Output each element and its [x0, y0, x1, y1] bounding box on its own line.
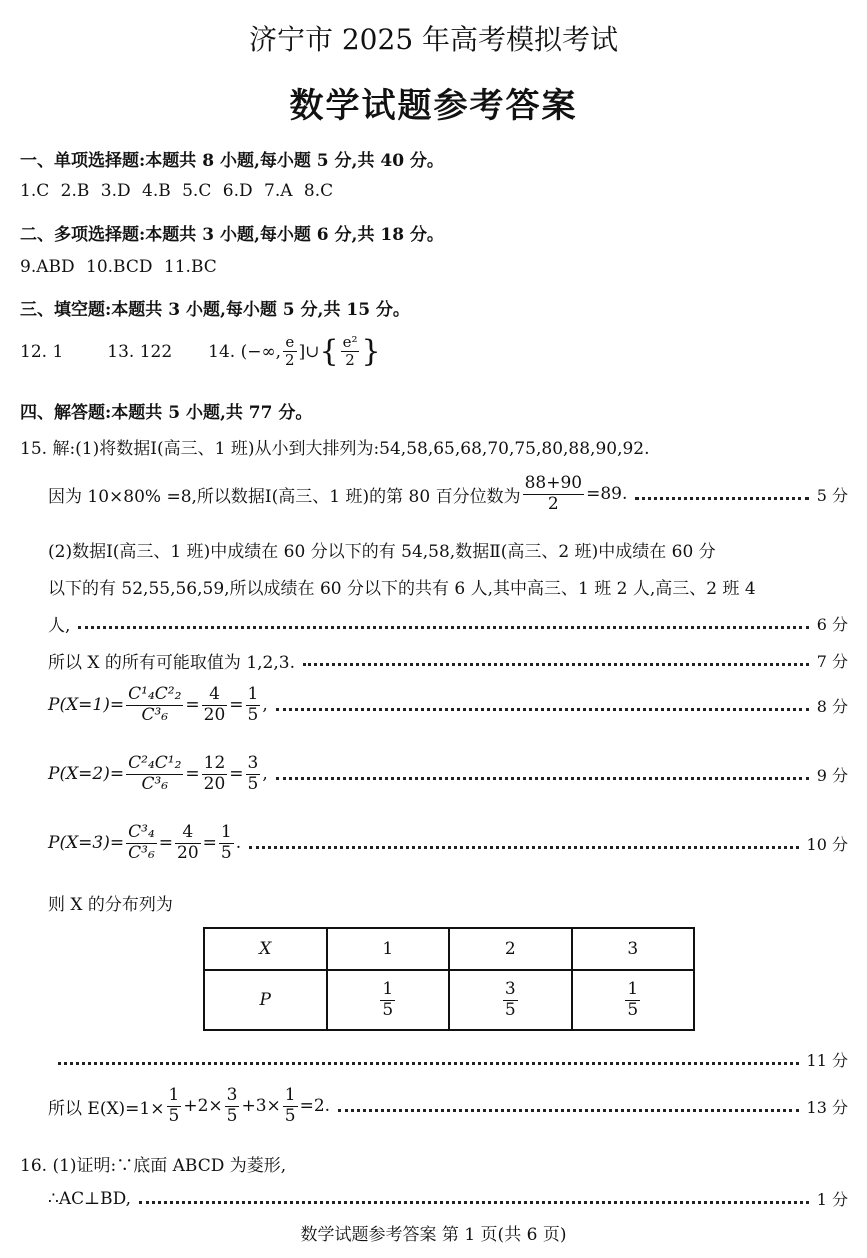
q15-px2-line: P(X=2)= $\frac{\text{C²₄C¹₂}}{\text{C³₆}}$ = $\frac{12}{20}$ = $\frac{3}{5}$ , 9 分	[48, 753, 848, 794]
table-cell: P	[204, 970, 327, 1030]
table-header-cell: 2	[449, 928, 572, 970]
q15-px3-line: P(X=3)= $\frac{\text{C³₄}}{\text{C³₆}}$ = $\frac{4}{20}$ = $\frac{1}{5}$ . 10 分	[48, 822, 848, 863]
table-header-cell: 3	[572, 928, 695, 970]
fill-answer-14: 14. (−∞, $\frac{e}{2}$ ]∪ { $\frac{\text{e²}}{2}$ }	[208, 333, 381, 370]
score-label: 1 分	[816, 1190, 848, 1209]
leader-dots	[303, 663, 809, 666]
mc-answers: 1.C 2.B 3.D 4.B 5.C 6.D 7.A 8.C	[20, 181, 334, 201]
score-label: 9 分	[816, 765, 848, 785]
score-label: 6 分	[816, 615, 848, 634]
page-title: 数学试题参考答案	[289, 86, 578, 126]
section-heading-4: 四、解答题:本题共 5 小题,共 77 分。	[20, 403, 313, 423]
q15-part2-line3: 人, 6 分	[48, 611, 848, 636]
score-label: 10 分	[806, 834, 848, 854]
q15-table-score-line	[58, 1048, 848, 1071]
table-row	[204, 928, 694, 970]
section-heading-3: 三、填空题:本题共 3 小题,每小题 5 分,共 15 分。	[20, 300, 410, 320]
q16-line1: 16. (1)证明:∵底面 ABCD 为菱形,	[20, 1156, 287, 1176]
score-label: 13 分	[806, 1097, 848, 1117]
score-label: 8 分	[816, 696, 848, 716]
section-heading-2: 二、多项选择题:本题共 3 小题,每小题 6 分,共 18 分。	[20, 225, 444, 245]
section-heading-1: 一、单项选择题:本题共 8 小题,每小题 5 分,共 40 分。	[20, 151, 444, 171]
q15-part2-line2: 以下的有 52,55,56,59,所以成绩在 60 分以下的共有 6 人,其中高三、1 班 2 人,高三、2 班 4	[48, 579, 756, 599]
page-footer: 数学试题参考答案 第 1 页(共 6 页)	[300, 1225, 567, 1245]
q15-percentile-line: 因为 10×80% =8,所以数据Ⅰ(高三、1 班)的第 80 百分位数为 $\frac{88+90}{2}$ =89. 5 分	[48, 473, 848, 514]
q15-values-line: 所以 X 的所有可能取值为 1,2,3. 7 分	[48, 648, 848, 673]
exam-title: 济宁市 2025 年高考模拟考试	[248, 23, 619, 56]
leader-dots	[139, 1201, 809, 1204]
fill-answer-12: 12. 1	[20, 341, 64, 362]
table-row	[204, 970, 694, 1030]
score-label: 11 分	[806, 1051, 848, 1070]
table-cell: $\frac{1}{5}$	[572, 970, 695, 1030]
leader-dots	[338, 1109, 798, 1112]
q15-dist-intro: 则 X 的分布列为	[48, 895, 173, 915]
multi-answers: 9.ABD 10.BCD 11.BC	[20, 257, 217, 277]
leader-dots	[249, 846, 798, 849]
distribution-table	[203, 927, 695, 1031]
leader-dots	[635, 497, 808, 500]
score-label: 5 分	[816, 485, 848, 505]
q15-part2-line1: (2)数据Ⅰ(高三、1 班)中成绩在 60 分以下的有 54,58,数据Ⅱ(高三、2 班)中成绩在 60 分	[48, 542, 716, 562]
table-header-cell: 1	[327, 928, 450, 970]
table-header-cell: X	[204, 928, 327, 970]
q16-line2: ∴AC⊥BD, 1 分	[48, 1188, 848, 1209]
leader-dots	[78, 626, 808, 629]
table-cell: $\frac{3}{5}$	[449, 970, 572, 1030]
leader-dots	[276, 777, 809, 780]
table-cell: $\frac{1}{5}$	[327, 970, 450, 1030]
score-label: 7 分	[816, 652, 848, 671]
q15-px1-line: P(X=1)= $\frac{\text{C¹₄C²₂}}{\text{C³₆}}$ = $\frac{4}{20}$ = $\frac{1}{5}$ , 8 分	[48, 684, 848, 725]
fill-answers	[20, 334, 381, 370]
leader-dots	[276, 708, 809, 711]
leader-dots	[58, 1062, 799, 1065]
q15-expectation-line: 所以 E(X)=1× $\frac{1}{5}$ +2× $\frac{3}{5}$ +3× $\frac{1}{5}$ =2. 13 分	[48, 1085, 848, 1126]
fill-answer-13: 13. 122	[107, 341, 173, 362]
q15-intro: 15. 解:(1)将数据Ⅰ(高三、1 班)从小到大排列为:54,58,65,68,70,75,80,88,90,92.	[20, 439, 650, 459]
